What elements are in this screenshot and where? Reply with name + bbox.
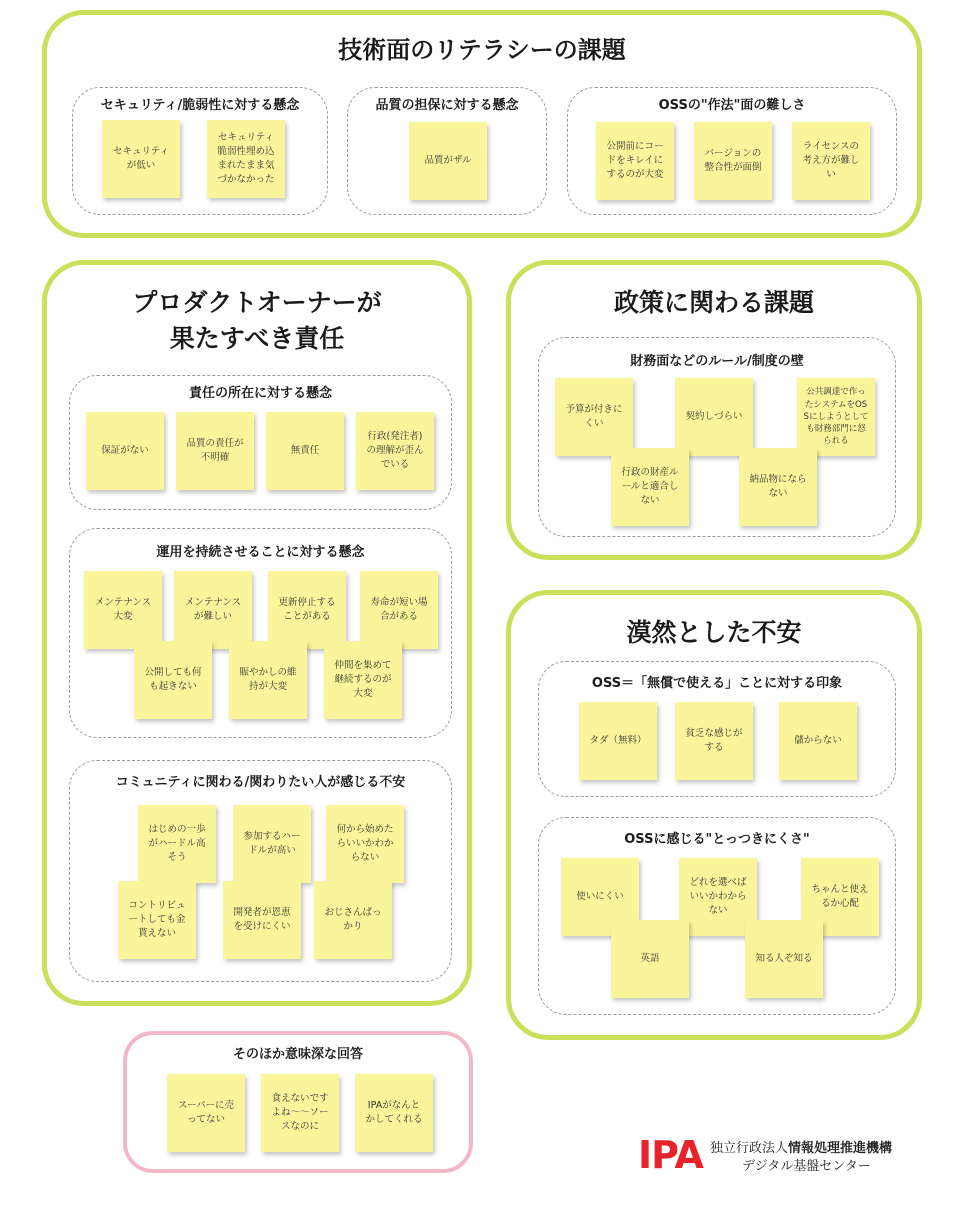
sticky-note: おじさんばっ かり — [314, 881, 392, 959]
group-title: コミュニティに関わる/関わりたい人が感じる不安 — [115, 775, 406, 790]
panel-title: 政策に関わる課題 — [613, 288, 814, 317]
sticky-note: 賑やかしの維 持が大変 — [229, 641, 307, 719]
group-sustainability — [69, 528, 452, 738]
ipa-logo — [638, 1133, 938, 1177]
group-title: 品質の担保に対する懸念 — [375, 98, 519, 113]
group-title: OSS＝「無償で使える」ことに対する印象 — [591, 676, 843, 691]
panel-tech-literacy — [42, 10, 922, 238]
sticky-note: 行政(発注者) の理解が歪ん でいる — [356, 412, 434, 490]
group-quality — [347, 87, 547, 215]
ipa-logo-mark: IPA — [638, 1133, 703, 1177]
group-responsibility — [69, 375, 452, 510]
sticky-note: タダ（無料） — [579, 702, 657, 780]
group-title: OSSの"作法"面の難しさ — [658, 98, 806, 113]
group-finance-rules — [538, 337, 896, 537]
ipa-center-name: デジタル基盤センター — [742, 1159, 871, 1174]
group-title: 運用を持続させることに対する懸念 — [156, 545, 365, 560]
sticky-note: 品質の責任が 不明確 — [176, 412, 254, 490]
group-oss-manners — [567, 87, 897, 215]
group-title: OSSに感じる"とっつきにくさ" — [624, 832, 810, 847]
sticky-note: メンテナンス 大変 — [84, 571, 162, 649]
panel-title: 漠然とした不安 — [626, 618, 802, 647]
sticky-note: 寿命が短い場 合がある — [360, 571, 438, 649]
sticky-note: メンテナンス が難しい — [174, 571, 252, 649]
sticky-note: 英語 — [611, 920, 689, 998]
sticky-note: 仲間を集めて 継続するのが 大変 — [324, 641, 402, 719]
panel-title: 技術面のリテラシーの課題 — [338, 36, 626, 64]
panel-title-line1: プロダクトオーナーが — [132, 288, 382, 317]
sticky-note: 公開しても何 も起きない — [134, 641, 212, 719]
group-community — [69, 760, 452, 982]
sticky-note: ライセンスの 考え方が難し い — [792, 122, 870, 200]
sticky-note: コントリビュ ートしても金 貰えない — [118, 881, 196, 959]
sticky-note: 保証がない — [86, 412, 164, 490]
group-title: セキュリティ/脆弱性に対する懸念 — [100, 98, 300, 113]
panel-anxiety — [506, 590, 922, 1040]
sticky-note: はじめの一歩 がハードル高 そう — [138, 805, 216, 883]
sticky-note: 無責任 — [266, 412, 344, 490]
panel-product-owner — [42, 260, 472, 1006]
sticky-note: 開発者が恩恵 を受けにくい — [223, 881, 301, 959]
sticky-note: どれを選べば いいかわから ない — [679, 858, 757, 936]
sticky-note: 儲からない — [779, 702, 857, 780]
sticky-note: 契約しづらい — [675, 378, 753, 456]
sticky-note: 何から始めた らいいかわか らない — [326, 805, 404, 883]
group-title: 財務面などのルール/制度の壁 — [630, 354, 804, 369]
sticky-note: 貧乏な感じが する — [675, 702, 753, 780]
sticky-note: 参加するハー ドルが高い — [233, 805, 311, 883]
sticky-note: 納品物になら ない — [739, 448, 817, 526]
sticky-note: セキュリティ が低い — [102, 120, 180, 198]
panel-other-answers — [123, 1031, 473, 1173]
sticky-note: 公開前にコー ドをキレイに するのが大変 — [596, 122, 674, 200]
sticky-note: ちゃんと使え るか心配 — [801, 858, 879, 936]
panel-policy — [506, 260, 922, 560]
sticky-note: 更新停止する ことがある — [268, 571, 346, 649]
ipa-org-name: 独立行政法人情報処理推進機構 — [710, 1141, 893, 1156]
group-title: 責任の所在に対する懸念 — [188, 386, 332, 401]
sticky-note: 公共調達で作っ たシステムをOS Sにしようとして も財務部門に怒 られる — [797, 378, 875, 456]
sticky-note: 使いにくい — [561, 858, 639, 936]
group-security — [72, 87, 328, 215]
sticky-note: バージョンの 整合性が面倒 — [694, 122, 772, 200]
sticky-note: スーパーに売 ってない — [167, 1074, 245, 1152]
sticky-note: 予算が付きに くい — [555, 378, 633, 456]
sticky-note: 品質がザル — [409, 122, 487, 200]
sticky-note: 行政の財産ル ールと適合し ない — [611, 448, 689, 526]
panel-title-line2: 果たすべき責任 — [169, 324, 345, 353]
sticky-note: セキュリティ 脆弱性埋め込 まれたまま気 づかなかった — [207, 120, 285, 198]
sticky-note: 知る人ぞ知る — [745, 920, 823, 998]
group-unapproachable — [538, 817, 896, 1015]
sticky-note: 食えないです よね〜〜ソー スなのに — [261, 1074, 339, 1152]
sticky-note: IPAがなんと かしてくれる — [355, 1074, 433, 1152]
group-free-impression — [538, 661, 896, 797]
panel-title: そのほか意味深な回答 — [232, 1047, 363, 1062]
